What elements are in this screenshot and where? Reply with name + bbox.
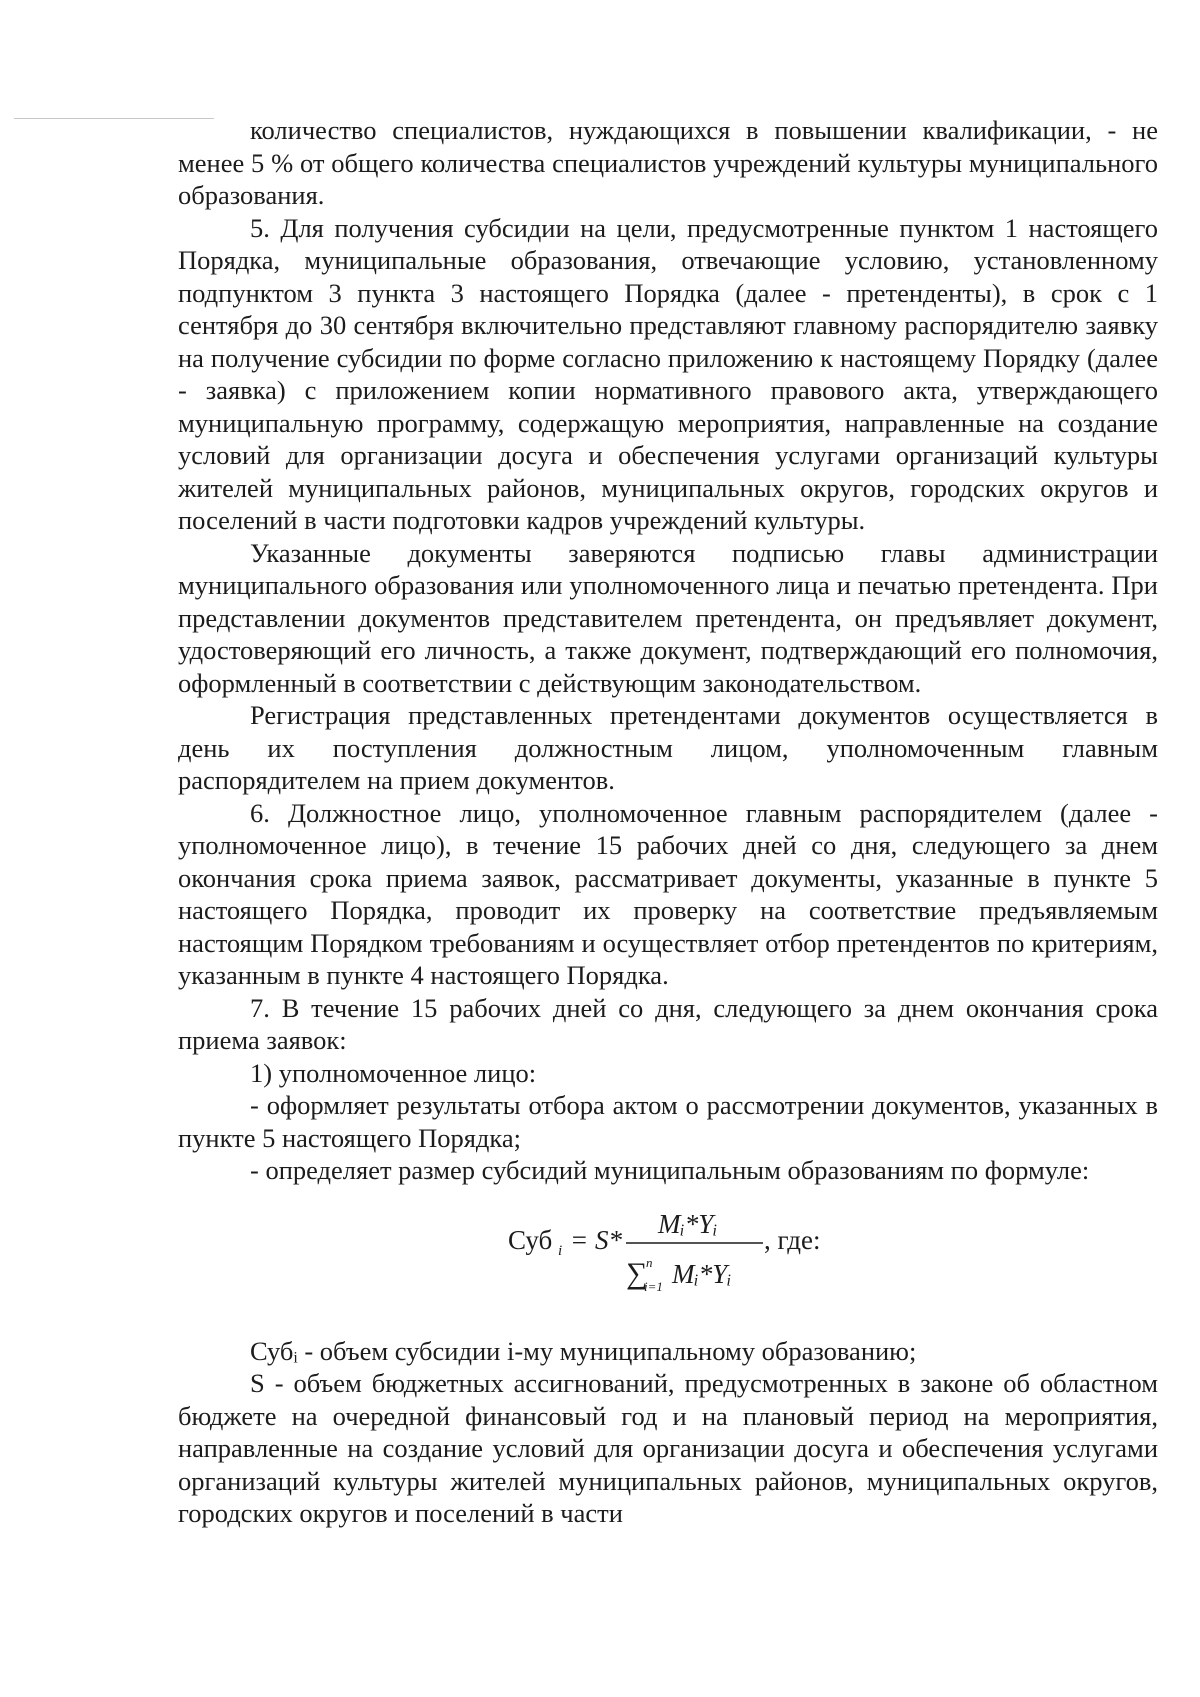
paragraph-subitem-1: 1) уполномоченное лицо: [250, 1057, 537, 1088]
paragraph-documents-certified: Указанные документы заверяются подписью главы администрации муниципального образования или уполномоченного лица и печатью претендента. При представлении документов представителем претендента, он предъявляет документ, удостоверяющий его личность, а также документ, подтверждающий его полномочия, оформленный в соответствии с действующим законодательством. [178, 537, 1158, 698]
formula-denominator: Mᵢ*Yᵢ [672, 1258, 732, 1289]
paragraph-item-6: 6. Должностное лицо, уполномоченное главным распорядителем (далее - уполномоченное лицо), в течение 15 рабочих дней со дня, следующего за днем окончания срока приема заявок, рассматривает документы, указанные в пункте 5 настоящего Порядка, проводит их проверку на соответствие предъявляемым настоящим Порядком требованиям и осуществляет отбор претендентов по критериям, указанным в пункте 4 настоящего Порядка. [178, 797, 1158, 990]
formula-graphic [508, 1195, 828, 1295]
formula-numerator: Mᵢ*Yᵢ [658, 1208, 718, 1239]
paragraph-dash-formula: - определяет размер субсидий муниципальным образованиям по формуле: [250, 1155, 1090, 1185]
paragraph-s-definition: S - объем бюджетных ассигнований, предусмотренных в законе об областном бюджете на очередной финансовый год и на плановый период на мероприятия, направленные на создание условий для организации досуга и обеспечения услугами организаций культуры жителей муниципальных районов, муниципальных округов, городских округов и поселений в части [178, 1368, 1158, 1528]
paragraph-item-5: 5. Для получения субсидии на цели, предусмотренные пунктом 1 настоящего Порядка, муниципальные образования, отвечающие условию, установленному подпунктом 3 пункта 3 настоящего Порядка (далее - претенденты), в срок с 1 сентября до 30 сентября включительно представляют главному распорядителю заявку на получение субсидии по форме согласно приложению к настоящему Порядку (далее - заявка) с приложением копии нормативного правового акта, утверждающего муниципальную программу, содержащую мероприятия, направленные на создание условий для организации досуга и обеспечения услугами организаций культуры жителей муниципальных районов, муниципальных округов, городских округов и поселений в части подготовки кадров учреждений культуры. [178, 212, 1158, 535]
subsidy-formula [178, 1195, 1158, 1295]
formula-sum-upper: n [646, 1254, 653, 1270]
paragraph-item-7: 7. В течение 15 рабочих дней со дня, следующего за днем окончания срока приема заявок: [178, 992, 1158, 1055]
formula-suffix: , где: [764, 1224, 821, 1255]
formula-sum-lower: i=1 [644, 1278, 663, 1294]
formula-equals-s: = S* [570, 1224, 622, 1255]
paragraph-sub-i-definition: Субᵢ - объем субсидии i-му муниципальному образованию; [250, 1335, 917, 1366]
paragraph-specialists: количество специалистов, нуждающихся в повышении квалификации, - не менее 5 % от общего количества специалистов учреждений культуры муниципального образования. [178, 115, 1158, 210]
paragraph-registration: Регистрация представленных претендентами документов осуществляется в день их поступления должностным лицом, уполномоченным главным распорядителем на прием документов. [178, 700, 1158, 795]
formula-lhs-subscript: i [558, 1242, 563, 1259]
paragraph-dash-act: - оформляет результаты отбора актом о рассмотрении документов, указанных в пункте 5 настоящего Порядка; [178, 1090, 1158, 1153]
document-page [178, 114, 1158, 1530]
sum-sign: ∑ [626, 1256, 648, 1290]
formula-lhs: Суб [508, 1224, 553, 1255]
